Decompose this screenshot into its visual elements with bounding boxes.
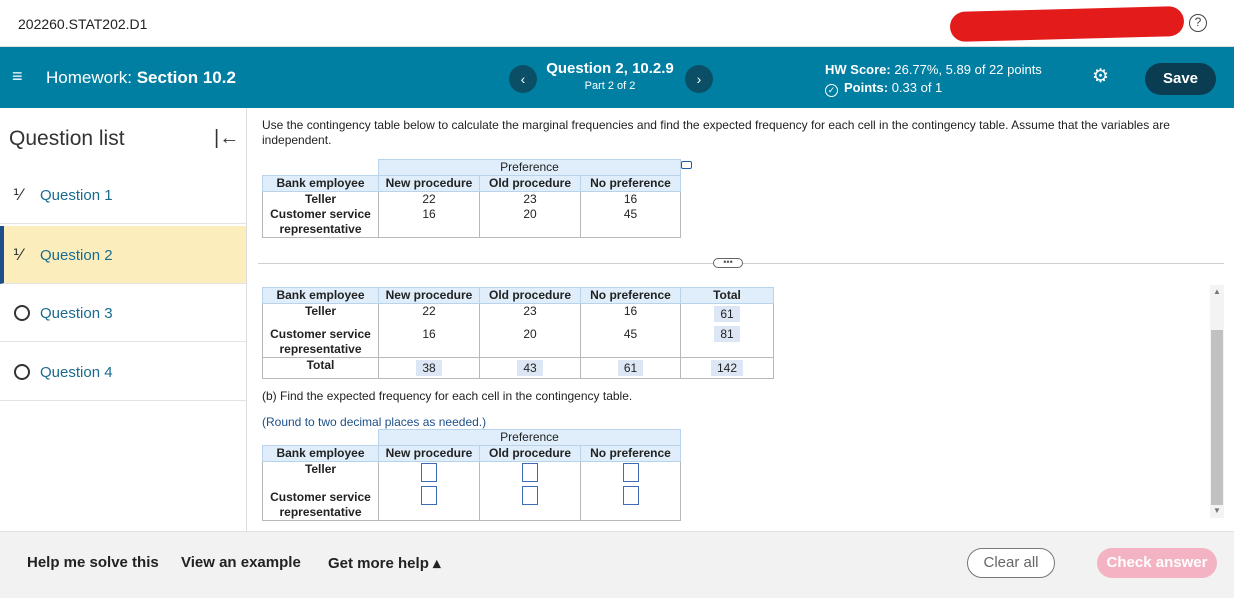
table-cell: 23 bbox=[480, 192, 581, 208]
row-header: Bank employee bbox=[263, 446, 379, 462]
homework-prefix: Homework: bbox=[46, 68, 132, 87]
total-cell bbox=[581, 358, 681, 379]
col-header: Total bbox=[681, 288, 774, 304]
total-cell bbox=[480, 358, 581, 379]
row-label: Teller bbox=[263, 192, 379, 208]
points bbox=[825, 80, 942, 97]
answer-value: 81 bbox=[714, 326, 739, 342]
drag-handle-icon[interactable]: ••• bbox=[713, 258, 743, 268]
table-cell: 20 bbox=[480, 322, 581, 358]
answer-value: 61 bbox=[618, 360, 643, 376]
total-cell bbox=[681, 358, 774, 379]
points-value: 0.33 of 1 bbox=[891, 80, 943, 95]
sidebar-item-question-3[interactable] bbox=[0, 284, 246, 342]
row-label: Customer service representative bbox=[263, 207, 379, 238]
check-answer-button[interactable]: Check answer bbox=[1097, 548, 1217, 578]
assignment-header bbox=[0, 47, 1234, 108]
points-label: Points: bbox=[844, 80, 889, 95]
redacted-area bbox=[950, 6, 1185, 42]
table-cell: 16 bbox=[581, 304, 681, 323]
preference-header: Preference bbox=[379, 160, 681, 176]
hw-score-value: 26.77%, 5.89 of 22 points bbox=[894, 62, 1042, 77]
table-cell bbox=[480, 462, 581, 487]
table-cell: 23 bbox=[480, 304, 581, 323]
partial-credit-icon: ⅟ bbox=[13, 187, 23, 204]
expected-csr-new-input[interactable] bbox=[421, 486, 437, 505]
total-cell bbox=[379, 358, 480, 379]
sidebar-item-question-4[interactable] bbox=[0, 343, 246, 401]
answer-value: 43 bbox=[517, 360, 542, 376]
preference-header: Preference bbox=[379, 430, 681, 446]
question-title: Question 2, 10.2.9 bbox=[546, 60, 674, 77]
partial-credit-icon: ✓ bbox=[825, 84, 838, 97]
question-list-sidebar bbox=[0, 108, 247, 531]
partial-credit-icon: ⅟ bbox=[13, 247, 23, 264]
expected-frequency-table bbox=[262, 429, 681, 521]
table-cell bbox=[581, 486, 681, 521]
help-me-solve-button[interactable]: Help me solve this bbox=[27, 554, 159, 571]
row-label: Teller bbox=[263, 462, 379, 487]
scroll-down-icon[interactable]: ▼ bbox=[1213, 506, 1221, 515]
vertical-scrollbar[interactable] bbox=[1210, 285, 1224, 518]
table-cell: 16 bbox=[581, 192, 681, 208]
get-more-help-button[interactable]: Get more help ▴ bbox=[328, 555, 441, 572]
contingency-table bbox=[262, 159, 681, 238]
sidebar-item-question-2[interactable] bbox=[0, 226, 246, 284]
question-part: Part 2 of 2 bbox=[584, 80, 636, 92]
menu-icon[interactable]: ≡ bbox=[12, 66, 23, 86]
expand-table-icon[interactable] bbox=[681, 161, 692, 169]
expected-teller-none-input[interactable] bbox=[623, 463, 639, 482]
part-b-prompt: (b) Find the expected frequency for each cell in the contingency table. bbox=[262, 389, 633, 403]
gear-icon[interactable]: ⚙ bbox=[1092, 66, 1110, 87]
col-header: Old procedure bbox=[480, 288, 581, 304]
col-header: No preference bbox=[581, 446, 681, 462]
previous-question-button[interactable]: ‹ bbox=[509, 65, 537, 93]
answer-value: 142 bbox=[711, 360, 743, 376]
total-cell bbox=[681, 304, 774, 323]
table-cell: 16 bbox=[379, 207, 480, 238]
homework-title bbox=[46, 68, 236, 88]
expected-csr-none-input[interactable] bbox=[623, 486, 639, 505]
view-example-button[interactable]: View an example bbox=[181, 554, 301, 571]
unanswered-circle-icon bbox=[14, 305, 30, 321]
homework-name: Section 10.2 bbox=[136, 68, 236, 87]
table-cell: 22 bbox=[379, 304, 480, 323]
marginal-frequency-table bbox=[262, 287, 774, 379]
table-cell bbox=[379, 462, 480, 487]
footer-bar bbox=[0, 531, 1234, 598]
help-icon[interactable]: ? bbox=[1189, 14, 1207, 32]
total-cell bbox=[681, 322, 774, 358]
table-cell bbox=[581, 462, 681, 487]
question-content bbox=[248, 108, 1234, 531]
table-cell: 16 bbox=[379, 322, 480, 358]
next-question-button[interactable]: › bbox=[685, 65, 713, 93]
expected-csr-old-input[interactable] bbox=[522, 486, 538, 505]
table-cell bbox=[480, 486, 581, 521]
col-header: No preference bbox=[581, 176, 681, 192]
expected-teller-old-input[interactable] bbox=[522, 463, 538, 482]
answer-value: 38 bbox=[416, 360, 441, 376]
course-id: 202260.STAT202.D1 bbox=[18, 16, 148, 32]
col-header: Old procedure bbox=[480, 176, 581, 192]
scroll-up-icon[interactable]: ▲ bbox=[1213, 287, 1221, 296]
sidebar-item-label: Question 4 bbox=[40, 364, 113, 381]
rounding-note: (Round to two decimal places as needed.) bbox=[262, 415, 487, 429]
collapse-sidebar-icon[interactable]: |← bbox=[214, 127, 240, 149]
col-header: New procedure bbox=[379, 288, 480, 304]
row-label: Teller bbox=[263, 304, 379, 323]
sidebar-item-label: Question 2 bbox=[40, 247, 113, 264]
scroll-thumb[interactable] bbox=[1211, 330, 1223, 505]
sidebar-item-question-1[interactable] bbox=[0, 166, 246, 224]
top-bar bbox=[0, 0, 1234, 47]
row-label: Customer service representative bbox=[263, 486, 379, 521]
unanswered-circle-icon bbox=[14, 364, 30, 380]
hw-score-label: HW Score: bbox=[825, 62, 891, 77]
sidebar-item-label: Question 3 bbox=[40, 305, 113, 322]
row-header: Bank employee bbox=[263, 176, 379, 192]
row-label: Total bbox=[263, 358, 379, 379]
table-cell: 45 bbox=[581, 322, 681, 358]
row-header: Bank employee bbox=[263, 288, 379, 304]
question-list-title: Question list bbox=[9, 127, 125, 150]
table-cell: 45 bbox=[581, 207, 681, 238]
table-cell: 22 bbox=[379, 192, 480, 208]
table-cell: 20 bbox=[480, 207, 581, 238]
expected-teller-new-input[interactable] bbox=[421, 463, 437, 482]
table-cell bbox=[379, 486, 480, 521]
col-header: New procedure bbox=[379, 176, 480, 192]
col-header: Old procedure bbox=[480, 446, 581, 462]
save-button[interactable]: Save bbox=[1145, 63, 1216, 95]
hw-score bbox=[825, 62, 1042, 77]
sidebar-item-label: Question 1 bbox=[40, 187, 113, 204]
question-instructions: Use the contingency table below to calculate the marginal frequencies and find the expected frequency for each cell in the contingency table. Assume that the variables are independent. bbox=[262, 118, 1170, 147]
col-header: No preference bbox=[581, 288, 681, 304]
row-label: Customer service representative bbox=[263, 322, 379, 358]
answer-value: 61 bbox=[714, 306, 739, 322]
clear-all-button[interactable]: Clear all bbox=[967, 548, 1055, 578]
col-header: New procedure bbox=[379, 446, 480, 462]
